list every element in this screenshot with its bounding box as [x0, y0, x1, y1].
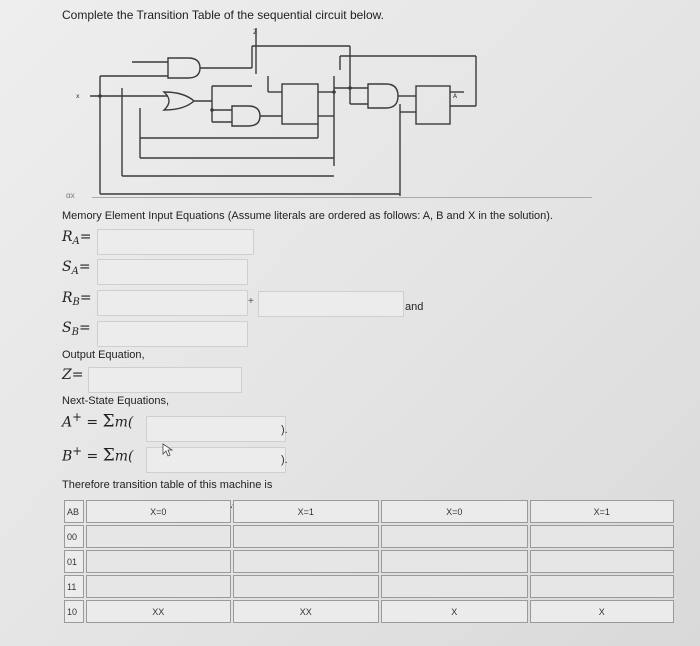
table-cell: X: [530, 600, 675, 623]
table-cell: XX: [233, 600, 379, 623]
sa-label: $S_A=$: [62, 259, 91, 277]
b-plus-label: B+ = Σm(: [62, 444, 134, 466]
col-header: X=1: [233, 500, 379, 523]
rb-input-2[interactable]: [258, 291, 404, 317]
ac-label: αx: [66, 191, 75, 200]
row-ab: 01: [64, 550, 84, 573]
sa-input[interactable]: [97, 259, 248, 285]
table-row: [64, 550, 674, 573]
table-cell-input[interactable]: [233, 575, 379, 598]
input-x-label: x: [76, 93, 80, 100]
a-plus-minterms-input[interactable]: [146, 416, 286, 442]
sigma-icon: Σ: [102, 411, 115, 432]
question-title: Complete the Transition Table of the sequential circuit below.: [62, 8, 384, 22]
table-row: [64, 575, 674, 598]
row-ab: 11: [64, 575, 84, 598]
table-row: [64, 600, 674, 623]
table-cell-input[interactable]: [530, 550, 675, 573]
table-cell: XX: [86, 600, 230, 623]
row-ab: 10: [64, 600, 84, 623]
table-cell-input[interactable]: [86, 575, 230, 598]
table-cell-input[interactable]: [530, 575, 675, 598]
table-row: [64, 525, 674, 548]
mouse-cursor-icon: [162, 443, 174, 457]
rb-plus: +: [248, 296, 254, 307]
table-cell-input[interactable]: [381, 550, 527, 573]
sb-label: $S_B=$: [62, 320, 91, 338]
divider-line: [92, 197, 592, 198]
table-cell-input[interactable]: [86, 550, 230, 573]
transition-label: Therefore transition table of this machine is: [62, 479, 273, 491]
transition-table: [62, 498, 676, 625]
z-input[interactable]: [88, 367, 242, 393]
ra-input[interactable]: [97, 229, 254, 255]
row-ab: 00: [64, 525, 84, 548]
a-plus-label: A+ = Σm(: [62, 410, 134, 432]
corner-ab: AB: [64, 500, 84, 523]
ff-a-label: A: [453, 93, 458, 100]
col-header: X=0: [381, 500, 527, 523]
table-header-row: [64, 500, 674, 523]
output-eq-label: Output Equation,: [62, 349, 145, 361]
rb-input-1[interactable]: [97, 290, 248, 316]
table-cell: X: [381, 600, 527, 623]
table-cell-input[interactable]: [381, 525, 527, 548]
table-cell-input[interactable]: [530, 525, 675, 548]
z-label: Z=: [62, 367, 84, 383]
b-plus-close: ).: [281, 454, 288, 466]
circuit-diagram: [72, 26, 492, 196]
and-text: and: [405, 301, 424, 313]
next-state-label: Next-State Equations,: [62, 395, 170, 407]
table-cell-input[interactable]: [381, 575, 527, 598]
sb-input[interactable]: [97, 321, 248, 347]
a-plus-close: ).: [281, 424, 288, 436]
col-header: X=0: [86, 500, 230, 523]
table-cell-input[interactable]: [233, 550, 379, 573]
col-header: X=1: [530, 500, 675, 523]
instructions-text: Memory Element Input Equations (Assume literals are ordered as follows: A, B and X in the solution).: [62, 210, 553, 222]
sigma-icon: Σ: [102, 445, 115, 466]
table-cell-input[interactable]: [86, 525, 230, 548]
ra-label: $R_A=$: [62, 229, 92, 247]
z-output-label: Z: [253, 29, 258, 36]
table-cell-input[interactable]: [233, 525, 379, 548]
rb-label: $R_B=$: [62, 290, 92, 308]
